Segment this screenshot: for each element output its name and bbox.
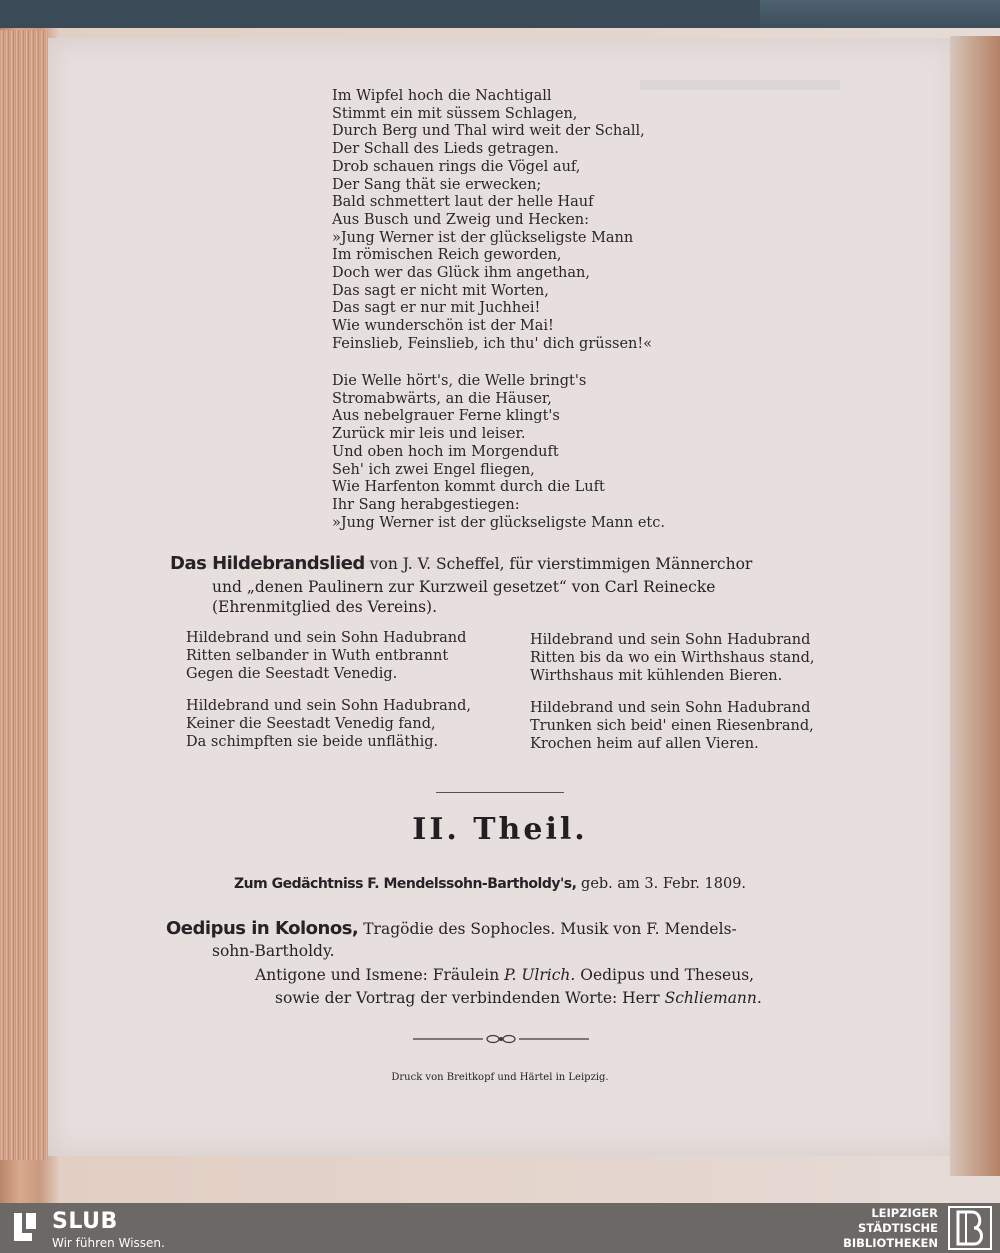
hildebrand-title: Das Hildebrandslied	[170, 553, 365, 574]
leipzig-libraries-logo-icon	[948, 1206, 992, 1250]
show-through-mark	[640, 80, 840, 90]
viewer-footer	[0, 1203, 1000, 1253]
poem-line: Bald schmettert laut der helle Hauf	[332, 194, 594, 211]
page-edges-left	[0, 30, 48, 1160]
poem-line: Zurück mir leis und leiser.	[332, 426, 526, 443]
oedipus-title: Oedipus in Kolonos,	[166, 918, 359, 939]
hildebrand-verse-line: Wirthshaus mit kühlenden Bieren.	[530, 668, 783, 684]
poem-line: Im römischen Reich geworden,	[332, 247, 562, 264]
hildebrand-verse-line: Trunken sich beid' einen Riesenbrand,	[530, 718, 814, 734]
memorial-line	[234, 876, 746, 892]
library-name	[843, 1206, 938, 1251]
poem-line: Feinslieb, Feinslieb, ich thu' dich grüssen!«	[332, 335, 653, 352]
library-name-line: BIBLIOTHEKEN	[843, 1236, 938, 1250]
oedipus-line-1	[166, 918, 737, 939]
printer-imprint: Druck von Breitkopf und Härtel in Leipzig.	[391, 1072, 609, 1083]
hildebrand-verse-line: Hildebrand und sein Sohn Hadubrand	[530, 700, 811, 716]
poem-line: Die Welle hört's, die Welle bringt's	[332, 373, 587, 389]
hildebrand-verse-line: Krochen heim auf allen Vieren.	[530, 736, 759, 752]
poem-line: Aus nebelgrauer Ferne klingt's	[332, 408, 560, 425]
poem-line: Seh' ich zwei Engel fliegen,	[332, 461, 535, 478]
library-name-line: LEIPZIGER	[871, 1206, 938, 1220]
hildebrand-line-1-rest: von J. V. Scheffel, für vierstimmigen Männerchor	[369, 555, 753, 573]
section-divider	[436, 792, 564, 793]
hildebrand-line-2: und „denen Paulinern zur Kurzweil gesetzet“ von Carl Reinecke	[212, 578, 716, 596]
poem-line: Stromabwärts, an die Häuser,	[332, 390, 552, 407]
poem-line: Das sagt er nur mit Juchhei!	[332, 300, 541, 317]
cast-line-1	[255, 966, 754, 984]
poem-line: »Jung Werner ist der glückseligste Mann	[332, 229, 634, 246]
hildebrand-verse-line: Hildebrand und sein Sohn Hadubrand,	[186, 698, 471, 714]
hildebrand-verse-line: Da schimpften sie beide unfläthig.	[186, 734, 439, 750]
hildebrand-line-1	[170, 553, 752, 574]
hildebrand-verse-line: Keiner die Seestadt Venedig fand,	[186, 716, 436, 732]
poem-line: Aus Busch und Zweig und Hecken:	[332, 211, 590, 228]
slub-logo-icon	[10, 1209, 40, 1245]
poem-line: Und oben hoch im Morgenduft	[332, 443, 559, 460]
poem-line: »Jung Werner ist der glückseligste Mann etc.	[332, 514, 665, 531]
cast-line-2	[275, 989, 762, 1007]
slub-tagline: Wir führen Wissen.	[52, 1236, 165, 1250]
page-edges-right	[950, 36, 1000, 1176]
cast-line-1-a: Antigone und Ismene: Fräulein	[255, 966, 500, 984]
hildebrand-verse-line: Ritten bis da wo ein Wirthshaus stand,	[530, 650, 815, 666]
poem-line: Das sagt er nicht mit Worten,	[332, 282, 549, 299]
poem-line: Drob schauen rings die Vögel auf,	[332, 158, 581, 175]
library-name-line: STÄDTISCHE	[857, 1221, 938, 1235]
oedipus-line-1-rest: Tragödie des Sophocles. Musik von F. Mendels-	[363, 920, 737, 938]
memorial-dedication: Zum Gedächtniss F. Mendelssohn-Bartholdy's,	[234, 876, 577, 892]
hildebrand-verse-line: Hildebrand und sein Sohn Hadubrand	[186, 630, 467, 646]
hildebrand-line-3: (Ehrenmitglied des Vereins).	[212, 598, 438, 616]
hildebrand-verse-line: Ritten selbander in Wuth entbrannt	[186, 648, 449, 664]
poem-line: Der Sang thät sie erwecken;	[332, 176, 542, 193]
poem-line: Wie Harfenton kommt durch die Luft	[332, 479, 605, 496]
cast-line-1-b: Oedipus und Theseus,	[580, 966, 755, 984]
poem-line: Stimmt ein mit süssem Schlagen,	[332, 105, 578, 122]
poem-line: Im Wipfel hoch die Nachtigall	[332, 88, 552, 104]
hildebrand-verse-line: Hildebrand und sein Sohn Hadubrand	[530, 632, 811, 648]
part-heading: II. Theil.	[412, 812, 588, 847]
poem-line: Durch Berg und Thal wird weit der Schall,	[332, 123, 645, 140]
cast-name-ulrich: P. Ulrich.	[504, 966, 576, 984]
cast-line-2-a: sowie der Vortrag der verbindenden Worte: Herr	[275, 989, 660, 1007]
memorial-birth-date: geb. am 3. Febr. 1809.	[581, 876, 747, 892]
poem-line: Der Schall des Lieds getragen.	[332, 141, 559, 158]
ornament-rule-icon	[413, 1032, 589, 1046]
poem-line: Doch wer das Glück ihm angethan,	[332, 265, 590, 281]
poem-line: Wie wunderschön ist der Mai!	[332, 318, 554, 335]
oedipus-line-2: sohn-Bartholdy.	[212, 942, 335, 960]
slub-name: SLUB	[52, 1209, 118, 1234]
poem-line: Ihr Sang herabgestiegen:	[332, 496, 520, 513]
cast-name-schliemann: Schliemann.	[664, 989, 762, 1007]
hildebrand-verse-line: Gegen die Seestadt Venedig.	[186, 666, 398, 682]
